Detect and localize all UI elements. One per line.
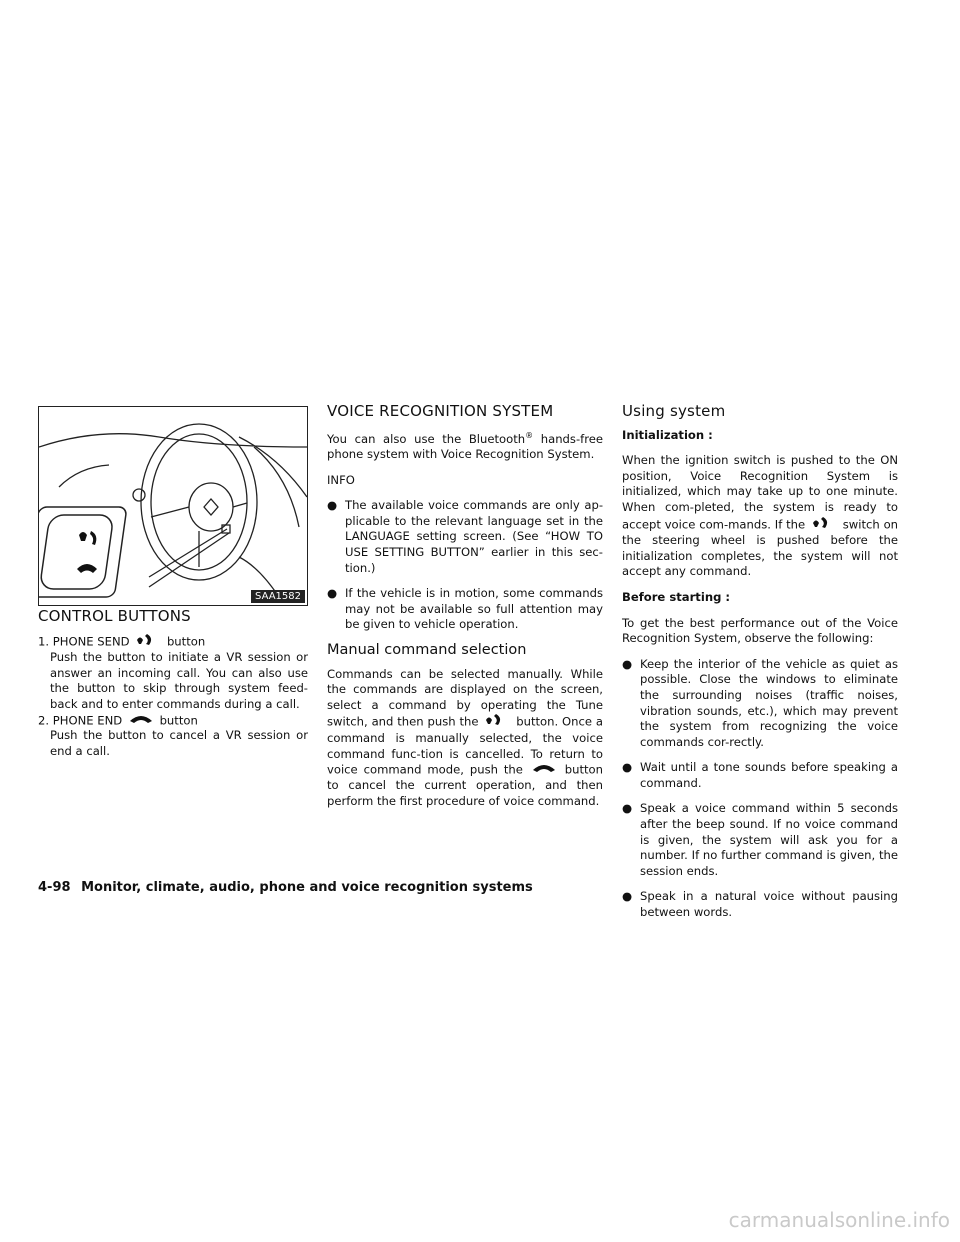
phone-send-icon: [811, 516, 837, 534]
tip-bullet: ● Speak in a natural voice without pausing between words.: [622, 889, 898, 920]
voice-recognition-heading: VOICE RECOGNITION SYSTEM: [327, 402, 554, 420]
before-starting-paragraph: To get the best performance out of the Voice Recognition System, observe the following:: [622, 615, 898, 646]
voice-recognition-section: [327, 404, 603, 819]
phone-send-icon: [484, 713, 510, 731]
manual-command-heading: Manual command selection: [327, 641, 527, 658]
control-buttons-section: [38, 609, 308, 760]
bullet-dot: ●: [622, 760, 633, 775]
phone-send-title: 1. PHONE SEND button: [38, 633, 308, 651]
page-footer: [38, 880, 533, 895]
page-number: 4-98: [38, 880, 71, 895]
phone-end-icon: [128, 713, 154, 729]
phone-end-description: Push the button to cancel a VR session or end a call.: [50, 728, 308, 759]
bullet-dot: ●: [622, 889, 633, 904]
control-buttons-heading: CONTROL BUTTONS: [38, 607, 191, 625]
figure-label: SAA1582: [251, 590, 305, 603]
bullet-dot: ●: [622, 801, 633, 816]
info-label: INFO: [327, 472, 355, 487]
manual-command-paragraph: Commands can be selected manually. While the commands are displayed on the screen, select a command by operating the Tune switch, and then push the button. Once a command is manually selected, the voice command func-tion is cancelled. To return to voice command mode, push the button to cancel the current operation, and then perform the first procedure of voice command.: [327, 666, 604, 808]
before-starting-label: Before starting :: [622, 589, 731, 604]
bluetooth-intro: You can also use the Bluetooth® hands-free phone system with Voice Recognition System.: [327, 430, 603, 462]
initialization-paragraph: When the ignition switch is pushed to the ON position, Voice Recognition System is initialized, which may take up to one minute. When com-pleted, the system is ready to accept voice com-mands. If the switch on the steering wheel is pushed before the initialization completes, the system will not accept any command.: [622, 453, 899, 579]
bullet-dot: ●: [327, 586, 338, 601]
bullet-dot: ●: [622, 656, 633, 671]
initialization-label: Initialization :: [622, 427, 713, 442]
tip-bullet: ● Wait until a tone sounds before speaking a command.: [622, 760, 898, 790]
bullet-dot: ●: [327, 498, 338, 513]
using-system-heading: Using system: [622, 402, 726, 420]
phone-send-icon: [135, 633, 161, 651]
steering-wheel-illustration: [39, 407, 307, 605]
info-bullet: ● The available voice commands are only ap-plicable to the relevant language set in the LANGUAGE setting screen. (See “HOW TO USE SETTING BUTTON” earlier in this sec-tion.): [327, 498, 603, 575]
tip-bullet: ● Speak a voice command within 5 seconds after the beep sound. If no voice command is given, the system will ask you for a number. If no further command is given, the session ends.: [622, 801, 898, 878]
watermark: carmanualsonline.info: [728, 1208, 950, 1232]
info-bullet: ● If the vehicle is in motion, some commands may not be available so full attention may be given to vehicle operation.: [327, 586, 603, 632]
footer-title: Monitor, climate, audio, phone and voice recognition systems: [81, 880, 533, 895]
phone-send-description: Push the button to initiate a VR session or answer an incoming call. You can also use the button to skip through system feed-back and to enter commands during a call.: [50, 650, 308, 711]
tip-bullet: ● Keep the interior of the vehicle as quiet as possible. Close the windows to eliminate the surrounding noises (traffic noises, vibration sounds, etc.), which may prevent the system from recognizing the voice commands cor-rectly.: [622, 656, 898, 749]
phone-end-title: 2. PHONE END button: [38, 712, 198, 727]
phone-end-icon: [531, 762, 557, 778]
steering-wheel-figure: [38, 406, 308, 606]
using-system-section: [622, 404, 898, 931]
